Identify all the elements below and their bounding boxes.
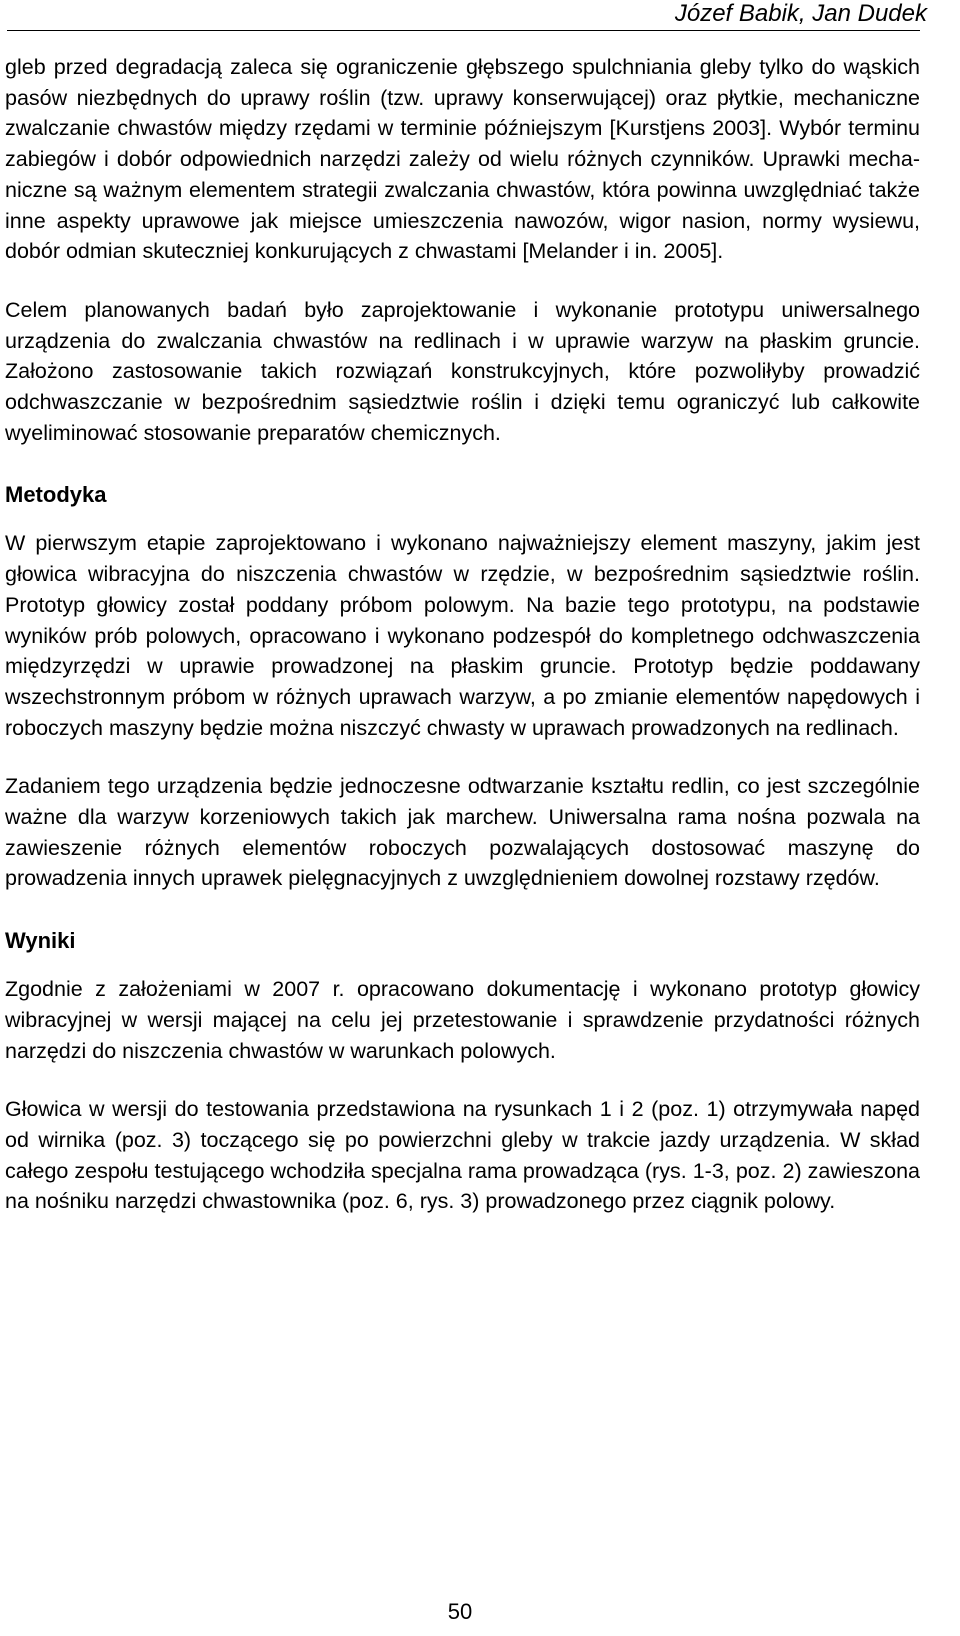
header-rule <box>7 30 920 31</box>
running-head-authors: Józef Babik, Jan Dudek <box>674 0 927 27</box>
paragraph-methods-device-task: Zadaniem tego urządzenia będzie jednoczesne odtwarzanie kształtu redlin, co jest szczególnie ważne dla warzyw korzeniowych takich jak marchew. Uniwersalna rama nośna pozwala na zawieszenie różnych elementów roboczych pozwalających dostosować maszynę do prowadzenia innych uprawek pielęgnacyjnych z uwzględnieniem dowolnej rozstawy rzędów. <box>5 774 920 891</box>
paragraph-research-aim: Celem planowanych badań było zaprojektowanie i wykonanie prototypu uniwersalnego urządzenia do zwalczania chwastów na redlinach i w uprawie warzyw na płaskim gruncie. Założono zastosowanie takich rozwiązań konstrukcyjnych, które pozwoliłyby prowadzić odchwaszczanie w bezpośrednim sąsiedztwie roślin i dzięki temu ograniczyć lub całkowite wyeliminować stosowanie preparatów chemicznych. <box>5 297 920 445</box>
paragraph-results-head-description: Głowica w wersji do testowania przedstawiona na rysunkach 1 i 2 (poz. 1) otrzymywała napęd od wirnika (poz. 3) toczącego się po powierzchni gleby w trakcie jazdy urządzenia. W skład całego zespołu testującego wchodziła specjalna rama prowadząca (rys. 1-3, poz. 2) zawieszona na nośniku narzędzi chwastownika (poz. 6, rys. 3) prowadzonego przez ciągnik polowy. <box>5 1097 920 1214</box>
article-body <box>5 52 920 1217</box>
page-number: 50 <box>447 1599 473 1624</box>
paragraph-intro-continued: gleb przed degradacją zaleca się ograniczenie głębszego spulchniania gleby tylko do wąskich pasów niezbędnych do uprawy roślin (tzw. uprawy konserwującej) oraz płytkie, mechaniczne zwalczanie chwastów między rzędami w terminie późniejszym [Kurstjens 2003]. Wybór terminu zabiegów i dobór odpowiednich narzędzi zależy od wielu różnych czynników. Uprawki mechaniczne są ważnym elementem strategii zwalczania chwastów, która powinna uwzględniać także inne aspekty uprawowe jak miejsce umieszczenia nawozów, wigor nasion, normy wysiewu, dobór odmian skuteczniej konkurujących z chwastami [Melander i in. 2005]. <box>5 55 920 264</box>
section-heading-wyniki: Wyniki <box>5 928 76 954</box>
paragraph-methods-stage-one: W pierwszym etapie zaprojektowano i wykonano najważniejszy element maszyny, jakim jest głowica wibracyjna do niszczenia chwastów w rzędzie, w bezpośrednim sąsiedztwie roślin. Prototyp głowicy został poddany próbom polowym. Na bazie tego prototypu, na podstawie wyników prób polowych, opracowano i wykonano podzespół do kompletnego odchwaszczenia międzyrzędzi w uprawie prowadzonej na płaskim gruncie. Prototyp będzie poddawany wszechstronnym próbom w różnych uprawach warzyw, a po zmianie elementów napędowych i roboczych maszyny będzie można niszczyć chwasty w uprawach prowadzonych na redlinach. <box>5 531 920 740</box>
paragraph-results-prototype: Zgodnie z założeniami w 2007 r. opracowano dokumentację i wykonano prototyp głowicy wibracyjnej w wersji mającej na celu jej przetestowanie i sprawdzenie przydatności różnych narzędzi do niszczenia chwastów w warunkach polowych. <box>5 977 920 1063</box>
section-heading-metodyka: Metodyka <box>5 482 107 508</box>
